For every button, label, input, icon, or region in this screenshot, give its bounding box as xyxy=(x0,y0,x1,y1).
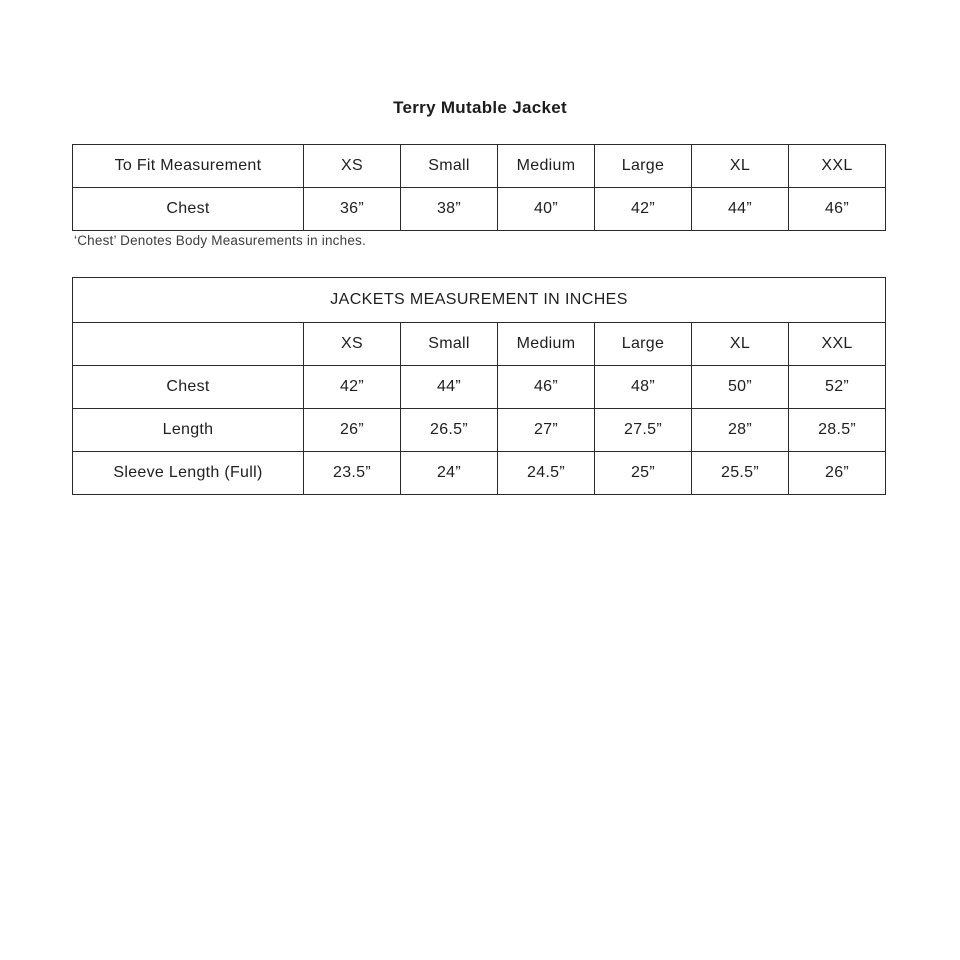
length-value: 28.5” xyxy=(789,409,886,452)
fit-chest-value: 38” xyxy=(401,188,498,231)
sleeve-value: 23.5” xyxy=(304,452,401,495)
sleeve-value: 24.5” xyxy=(498,452,595,495)
length-value: 26.5” xyxy=(401,409,498,452)
jackets-sleeve-row xyxy=(73,452,886,495)
chest-value: 48” xyxy=(595,366,692,409)
size-header-small: Small xyxy=(401,145,498,188)
chest-value: 44” xyxy=(401,366,498,409)
size-header-medium: Medium xyxy=(498,145,595,188)
jackets-table-header-row xyxy=(73,323,886,366)
chest-value: 50” xyxy=(692,366,789,409)
sleeve-value: 24” xyxy=(401,452,498,495)
fit-chest-value: 42” xyxy=(595,188,692,231)
chest-value: 46” xyxy=(498,366,595,409)
length-value: 28” xyxy=(692,409,789,452)
jackets-table-title-row xyxy=(73,278,886,323)
size-header-xs: XS xyxy=(304,323,401,366)
size-header-large: Large xyxy=(595,145,692,188)
page-title: Terry Mutable Jacket xyxy=(393,98,567,117)
empty-header-cell xyxy=(73,323,304,366)
size-header-xl: XL xyxy=(692,145,789,188)
sleeve-value: 25.5” xyxy=(692,452,789,495)
sleeve-value: 25” xyxy=(595,452,692,495)
jackets-measurement-table xyxy=(72,277,886,495)
fit-table-chest-row xyxy=(73,188,886,231)
size-header-medium: Medium xyxy=(498,323,595,366)
fit-chest-value: 46” xyxy=(789,188,886,231)
fit-table-header-row xyxy=(73,145,886,188)
length-value: 27” xyxy=(498,409,595,452)
jackets-table-title: JACKETS MEASUREMENT IN INCHES xyxy=(73,278,886,323)
chest-value: 52” xyxy=(789,366,886,409)
size-header-xs: XS xyxy=(304,145,401,188)
length-value: 26” xyxy=(304,409,401,452)
size-header-xxl: XXL xyxy=(789,145,886,188)
fit-measurement-table xyxy=(72,144,886,231)
size-header-small: Small xyxy=(401,323,498,366)
fit-table-header-label: To Fit Measurement xyxy=(73,145,304,188)
length-value: 27.5” xyxy=(595,409,692,452)
chest-value: 42” xyxy=(304,366,401,409)
fit-chest-value: 44” xyxy=(692,188,789,231)
fit-chest-value: 40” xyxy=(498,188,595,231)
measurement-row-label: Length xyxy=(73,409,304,452)
measurement-row-label: Sleeve Length (Full) xyxy=(73,452,304,495)
size-header-xxl: XXL xyxy=(789,323,886,366)
chest-footnote: ‘Chest’ Denotes Body Measurements in inches. xyxy=(74,233,366,248)
fit-row-label: Chest xyxy=(73,188,304,231)
size-header-xl: XL xyxy=(692,323,789,366)
size-header-large: Large xyxy=(595,323,692,366)
measurement-row-label: Chest xyxy=(73,366,304,409)
jackets-length-row xyxy=(73,409,886,452)
sleeve-value: 26” xyxy=(789,452,886,495)
jackets-chest-row xyxy=(73,366,886,409)
fit-chest-value: 36” xyxy=(304,188,401,231)
